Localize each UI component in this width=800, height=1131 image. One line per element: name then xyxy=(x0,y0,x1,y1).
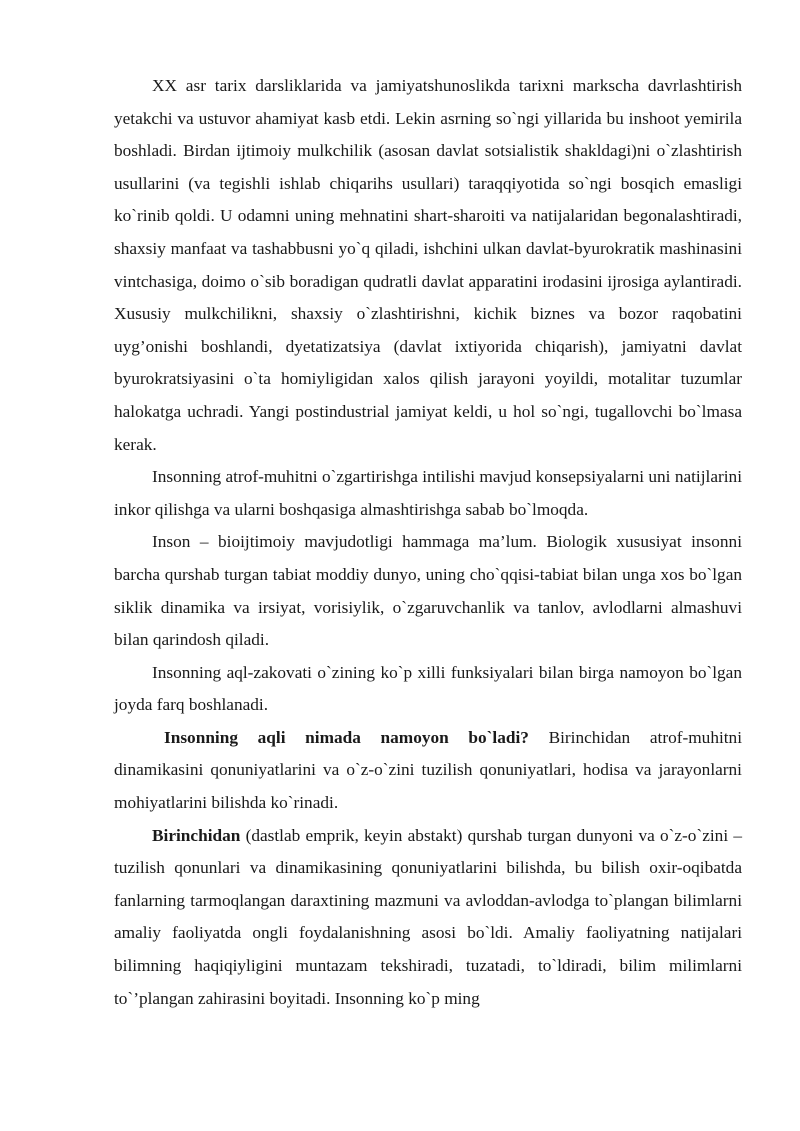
paragraph-4-text: Insonning aql-zakovati o`zining ko`p xilli funksiyalari bilan birga namoyon bo`lgan joyda farq boshlanadi. xyxy=(114,662,742,715)
paragraph-4 xyxy=(114,657,742,722)
paragraph-5-text: Birinchidan atrof-muhitni dinamikasini qonuniyatlarini va o`z-o`zini tuzilish qonuniyatlari, hodisa va jarayonlarni mohiyatlarini bilishda ko`rinadi. xyxy=(114,727,743,813)
question-heading: Insonning aqli nimada namoyon bo`ladi? xyxy=(164,727,529,747)
paragraph-2-text: Insonning atrof-muhitni o`zgartirishga intilishi mavjud konsepsiyalarni uni natijlarini inkor qilishga va ularni boshqasiga almashtirishga sabab bo`lmoqda. xyxy=(114,467,742,519)
paragraph-6 xyxy=(114,820,742,1016)
paragraph-3-text: Inson – bioijtimoiy mavjudotligi hammaga ma’lum. Biologik xususiyat insonni barcha qurshab turgan tabiat moddiy dunyo, uning cho`qqisi-tabiat bilan unga xos bo`lgan siklik dinamika va irsiyat, vorisiylik, o`zgaruvchanlik va tanlov, avlodlarni almashuvi bilan qarindosh qiladi. xyxy=(114,532,742,650)
paragraph-5 xyxy=(114,722,742,820)
document-page xyxy=(114,70,742,1015)
paragraph-1 xyxy=(114,70,742,461)
paragraph-1-text: XX asr tarix darsliklarida va jamiyatshunoslikda tarixni markscha davrlashtirish yetakchi va ustuvor ahamiyat kasb etdi. Lekin asrning so`ngi yillarida bu inshoot yemirila boshladi. Birdan ijtimoiy mulkchilik (asosan davlat sotsialistik shakldagi)ni o`zlashtirish usullarini (va tegishli ishlab chiqarihs usullari) taraqqiyotida so`ngi bosqich emasligi ko`rinib qoldi. U odamni uning mehnatini shart-sharoiti va natijalaridan begonalashtiradi, shaxsiy manfaat va tashabbusni yo`q qiladi, ishchini ulkan davlat-byurokratik mashinasini vintchasiga, doimo o`sib boradigan qudratli davlat apparatini irodasini ijrosiga aylantiradi. Xususiy mulkchilikni, shaxsiy o`zlashtirishni, kichik biznes va bozor raqobatini uyg’onishi boshlandi, dyetatizatsiya (davlat ixtiyorida chiqarish), jamiyatni davlat byurokratsiyasini o`ta homiyligidan xalos qilish jarayoni yoyildi, motalitar tuzumlar halokatga uchradi. Yangi postindustrial jamiyat keldi, u hol so`ngi, tugallovchi bo`lmasa kerak. xyxy=(114,76,742,454)
paragraph-2 xyxy=(114,461,742,526)
paragraph-3 xyxy=(114,526,742,656)
paragraph-6-text: (dastlab emprik, keyin abstakt) qurshab turgan dunyoni va o`z-o`zini – tuzilish qonunlari va dinamikasining qonuniyatlarini bilishda, bu bilish oxir-oqibatda fanlarning tarmoqlangan daraxtining mazmuni va avloddan-avlodga to`plangan bilimlarni amaliy faoliyatda ongli foydalanishning asosi bo`ldi. Amaliy faoliyatning natijalari bilimning haqiqiyligini muntazam tekshiradi, tuzatadi, to`ldiradi, bilim milimlarni to`’plangan zahirasini boyitadi. Insonning ko`p ming xyxy=(114,825,742,1008)
paragraph-6-lead: Birinchidan xyxy=(152,825,241,845)
